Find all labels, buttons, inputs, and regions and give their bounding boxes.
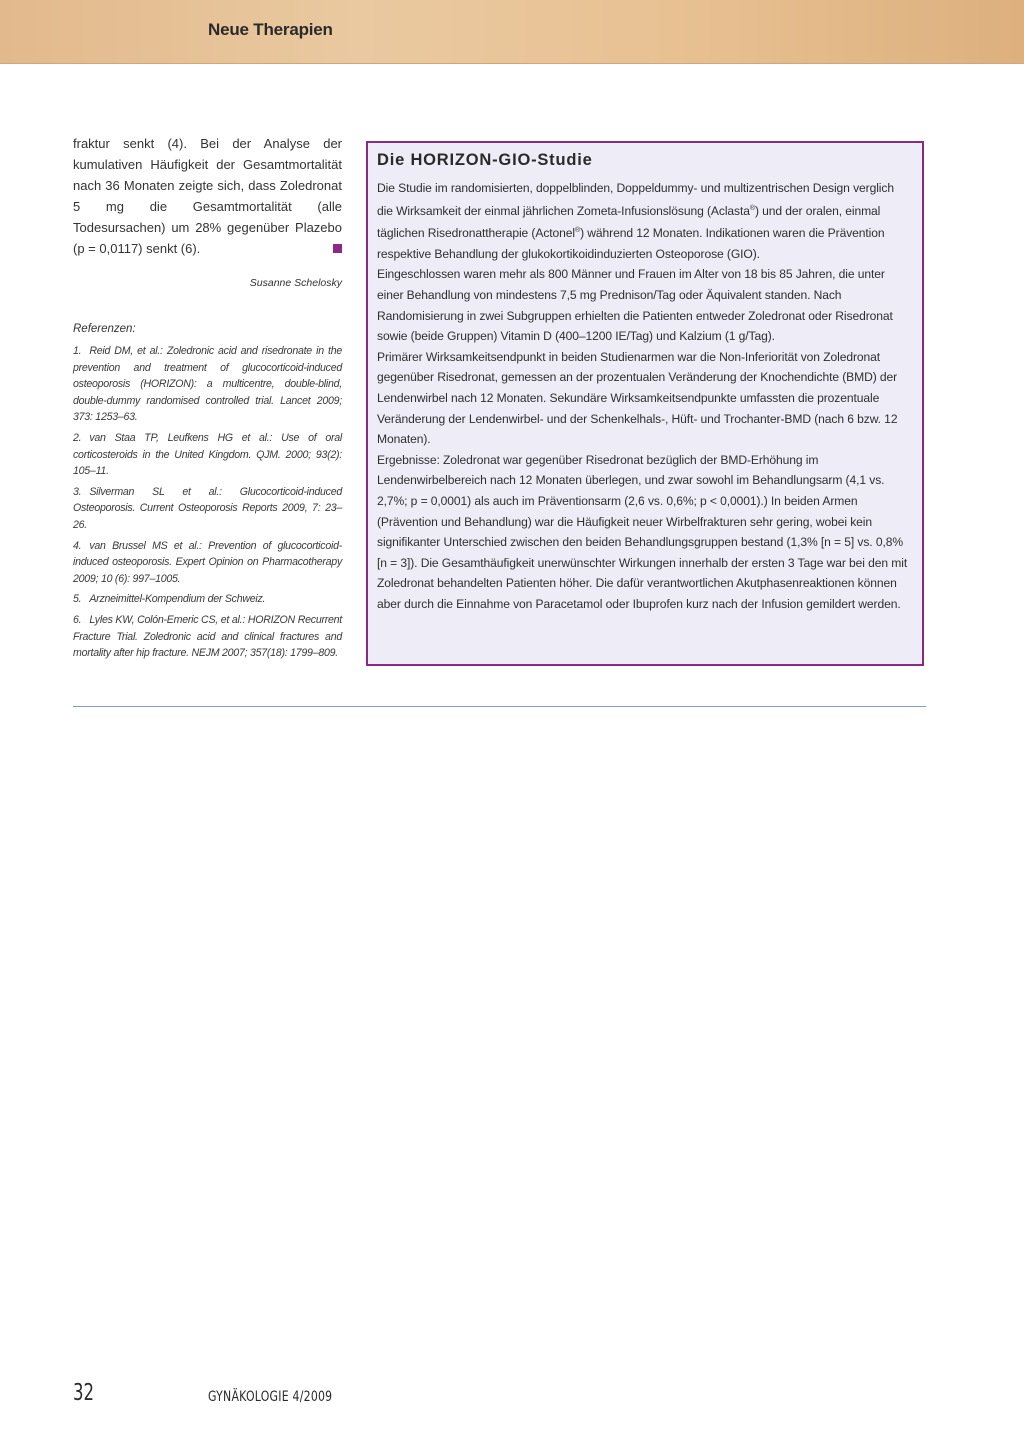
registered-trademark-mark: ® [749, 204, 755, 212]
reference-item [73, 484, 342, 534]
registered-trademark-mark: ® [575, 227, 581, 235]
references-list [73, 343, 342, 662]
study-box-paragraph-design [377, 178, 912, 264]
article-body-paragraph: fraktur senkt (4). Bei der Analyse der kumulativen Häufigkeit der Gesamtmortalität nach 36 Monaten zeigte sich, dass Zoledronat 5 mg die Gesamtmortalität (alle Todesursachen) um 28% gegenüber Plazebo (p = 0,0117) senkt (6). [73, 136, 342, 256]
end-of-article-square-icon [333, 244, 342, 253]
section-title: Neue Therapien [208, 20, 333, 39]
reference-item [73, 538, 342, 588]
section-divider-line [73, 706, 926, 707]
reference-text: Lyles KW, Colón-Emeric CS, et al.: HORIZON Recurrent Fracture Trial. Zoledronic acid and clinical fractures and mortality after hip fracture. NEJM 2007; 357(18): 1799–809. [73, 613, 342, 660]
references-heading: Referenzen: [73, 323, 136, 335]
article-body-text [73, 133, 342, 259]
reference-number: 6. [73, 613, 82, 626]
reference-text: Arzneimittel-Kompendium der Schweiz. [89, 593, 266, 606]
page-number: 32 [73, 1380, 95, 1406]
reference-number: 3. [73, 485, 82, 498]
reference-item [73, 612, 342, 662]
horizon-gio-study-box [366, 141, 924, 666]
reference-number: 4. [73, 539, 82, 552]
left-column [73, 133, 342, 666]
reference-number: 2. [73, 431, 82, 444]
header-band [0, 0, 1024, 64]
reference-item [73, 591, 342, 608]
study-box-paragraph-endpoints: Primärer Wirksamkeitsendpunkt in beiden Studienarmen war die Non-Inferiorität von Zoledronat gegenüber Risedronat, gemessen an der prozentualen Veränderung der Knochendichte (BMD) der Lendenwirbel nach 12 Monaten. Sekundäre Wirksamkeitsendpunkte umfassten die prozentuale Veränderung der Lendenwirbel- und der Schenkelhals-, Hüft- und Trochanter-BMD (nach 6 bzw. 12 Monaten). [377, 349, 898, 447]
reference-text: Silverman SL et al.: Glucocorticoid-induced Osteoporosis. Current Osteoporosis Reports 2009, 7: 23–26. [73, 485, 342, 531]
study-box-paragraph-results: Ergebnisse: Zoledronat war gegenüber Risedronat bezüglich der BMD-Erhöhung im Lendenwirbelbereich nach 12 Monaten überlegen, und zwar sowohl im Behandlungsarm (4,1 vs. 2,7%; p = 0,0001) als auch im Präventionsarm (2,6 vs. 0,6%; p < 0,0001).) In beiden Armen (Prävention und Behandlung) war die Häufigkeit neuer Wirbelfrakturen sehr gering, wobei kein signifikanter Unterschied zwischen den beiden Behandlungsgruppen bestand (1,3% [n = 5] vs. 0,8% [n = 3]). Die Gesamthäufigkeit unerwünschter Wirkungen innerhalb der ersten 3 Tage war bei den mit Zoledronat behandelten Patienten höher. Die dafür verantwortlichen Akutphasenreaktionen können aber durch die Einnahme von Paracetamol oder Ibuprofen kurz nach der Infusion gemildert werden. [377, 452, 908, 611]
reference-item [73, 343, 342, 426]
reference-item [73, 430, 342, 480]
paragraph-text-segment: ) und der oralen, einmal täglichen Risedronattherapie (Actonel [377, 203, 881, 241]
reference-text: Reid DM, et al.: Zoledronic acid and risedronate in the prevention and treatment of glucocorticoid-induced osteoporosis (HORIZON): a multicentre, double-blind, double-dummy randomised controlled trial. Lancet 2009; 373: 1253–63. [73, 345, 342, 424]
author-name: Susanne Schelosky [249, 277, 342, 289]
reference-text: van Brussel MS et al.: Prevention of glucocorticoid-induced osteoporosis. Expert Opinion on Pharmacotherapy 2009; 10 (6): 997–1005. [73, 539, 342, 585]
study-box-paragraph-inclusion: Eingeschlossen waren mehr als 800 Männer und Frauen im Alter von 18 bis 85 Jahren, die unter einer Behandlung von mindestens 7,5 mg Prednison/Tag oder Äquivalent standen. Nach Randomisierung in zwei Subgruppen erhielten die Patienten entweder Zoledronat oder Risedronat sowie (beide Gruppen) Vitamin D (400–1200 IE/Tag) und Kalzium (1 g/Tag). [377, 267, 893, 344]
paragraph-text-segment: ) während 12 Monaten. Indikationen waren die Prävention respektive Behandlung der glukokortikoidinduzierten Osteoporose (GIO). [377, 226, 885, 261]
reference-number: 1. [73, 345, 82, 357]
journal-issue: GYNÄKOLOGIE 4/2009 [208, 1389, 333, 1405]
study-box-title: Die HORIZON-GIO-Studie [377, 151, 593, 169]
reference-number: 5. [73, 593, 82, 606]
reference-text: van Staa TP, Leufkens HG et al.: Use of oral corticosteroids in the United Kingdom. QJM. 2000; 93(2): 105–11. [73, 431, 342, 478]
paragraph-text-segment: Die Studie im randomisierten, doppelblinden, Doppeldummy- und multizentrischen Design verglich die Wirksamkeit der einmal jährlichen Zometa-Infusionslösung (Aclasta [377, 181, 894, 218]
